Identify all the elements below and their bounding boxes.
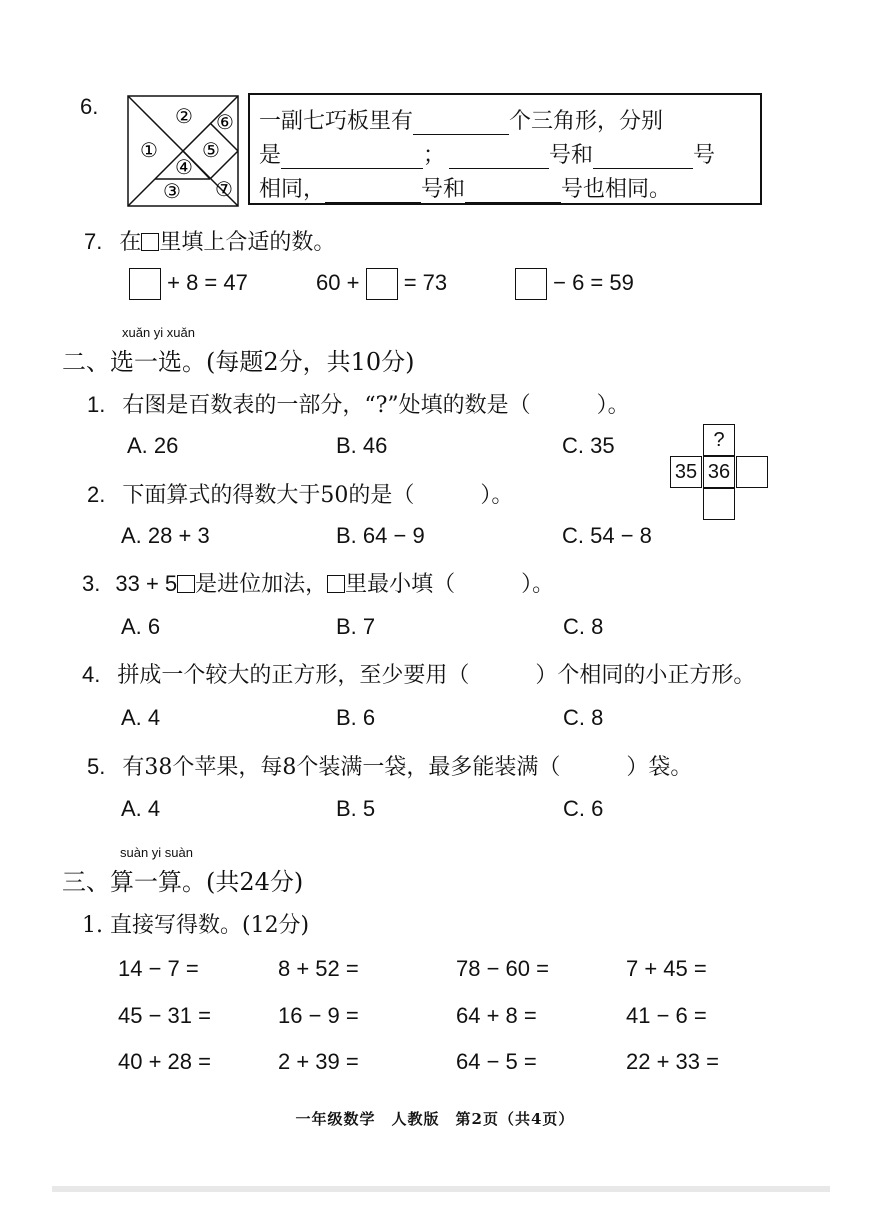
section3-sub1: 1. 直接写得数。(12分) — [82, 913, 310, 938]
q6-line-3 — [259, 172, 671, 203]
tangram-label-2: ② — [175, 104, 193, 128]
s2-q1 — [87, 388, 630, 419]
s2-q1-option-a[interactable]: A. 26 — [127, 433, 179, 458]
section2-pinyin: xuǎn yi xuǎn — [122, 325, 195, 340]
q7-prompt-a: 在 — [119, 230, 142, 255]
page-footer: 一年级数学 人教版 第2页（共4页） — [295, 1110, 575, 1128]
calc-r1-c1: 14 − 7 = — [118, 956, 199, 981]
section3-pinyin: suàn yi suàn — [120, 845, 193, 860]
tangram-label-7: ⑦ — [215, 177, 233, 201]
q6-line3-a: 相同， — [259, 177, 326, 202]
calc-r3-c2: 2 + 39 = — [278, 1049, 359, 1074]
answer-box-3[interactable] — [515, 268, 547, 300]
s2-q2-option-a[interactable]: A. 28 + 3 — [121, 523, 210, 548]
q7-prompt — [84, 225, 335, 256]
s2-q4-num: 4. — [82, 662, 101, 687]
calc-r1-c2: 8 + 52 = — [278, 956, 359, 981]
q6-line2-a: 是 — [259, 143, 282, 168]
s2-q2-num: 2. — [87, 482, 106, 507]
small-box-icon — [327, 575, 345, 593]
s2-q2-option-c[interactable]: C. 54 − 8 — [562, 523, 652, 548]
s2-q5-option-c[interactable]: C. 6 — [563, 796, 604, 821]
tangram-label-4: ④ — [175, 155, 193, 179]
s2-q3-text-b: 是进位加法， — [195, 572, 328, 597]
calc-r3-c1: 40 + 28 = — [118, 1049, 211, 1074]
q7-eq-1 — [129, 268, 248, 300]
s2-q5-num: 5. — [87, 754, 106, 779]
grid-cell-below — [703, 488, 735, 520]
answer-box-1[interactable] — [129, 268, 161, 300]
s2-q5 — [87, 750, 692, 781]
grid-cell-35: 35 — [670, 456, 702, 488]
s2-q1-num: 1. — [87, 392, 106, 417]
q6-line2-d: 号 — [693, 143, 716, 168]
tangram-label-1: ① — [140, 138, 158, 162]
s2-q1-text: 右图是百数表的一部分，“?”处填的数是（ ）。 — [122, 393, 630, 418]
blank-5[interactable] — [325, 180, 421, 203]
s2-q4-text: 拼成一个较大的正方形，至少要用（ ）个相同的小正方形。 — [117, 663, 756, 688]
grid-cell-question: ? — [703, 424, 735, 456]
grid-cell-36: 36 — [703, 456, 735, 488]
s2-q4 — [82, 658, 755, 689]
blank-1[interactable] — [413, 112, 509, 135]
q6-line3-c: 号也相同。 — [561, 177, 672, 202]
tangram-figure — [127, 95, 239, 207]
s2-q3-option-b[interactable]: B. 7 — [336, 614, 376, 639]
q6-line3-b: 号和 — [421, 177, 466, 202]
s2-q3-option-a[interactable]: A. 6 — [121, 614, 161, 639]
calc-r2-c3: 64 + 8 = — [456, 1003, 537, 1028]
s2-q3 — [82, 567, 554, 598]
q7-eq-2 — [316, 268, 447, 300]
answer-box-2[interactable] — [366, 268, 398, 300]
tangram-label-3: ③ — [163, 179, 181, 203]
section3-title: 三、算一算。(共24分) — [62, 868, 304, 896]
q7-eq2-a: 60 + — [316, 269, 360, 295]
s2-q2-option-b[interactable]: B. 64 − 9 — [336, 523, 425, 548]
q6-line-2 — [259, 138, 715, 169]
section2-title: 二、选一选。(每题2分，共10分) — [62, 348, 415, 376]
q7-eq1-text: + 8 = 47 — [167, 269, 248, 295]
s2-q4-option-b[interactable]: B. 6 — [336, 705, 376, 730]
s2-q3-text-a: 33 + 5 — [115, 571, 178, 596]
s2-q4-option-a[interactable]: A. 4 — [121, 705, 161, 730]
calc-r2-c4: 41 − 6 = — [626, 1003, 707, 1028]
q7-prompt-b: 里填上合适的数。 — [159, 230, 336, 255]
small-box-icon — [177, 575, 195, 593]
hundred-chart-fragment — [670, 424, 770, 520]
bottom-divider — [52, 1186, 830, 1192]
s2-q1-option-b[interactable]: B. 46 — [336, 433, 388, 458]
q6-line1-b: 个三角形，分别 — [509, 109, 664, 134]
s2-q5-option-b[interactable]: B. 5 — [336, 796, 376, 821]
q6-line2-b: ； — [423, 143, 446, 168]
s2-q1-option-c[interactable]: C. 35 — [562, 433, 615, 458]
calc-r2-c1: 45 − 31 = — [118, 1003, 211, 1028]
calc-r1-c4: 7 + 45 = — [626, 956, 707, 981]
calc-r3-c3: 64 − 5 = — [456, 1049, 537, 1074]
blank-3[interactable] — [449, 146, 549, 169]
q6-line-1 — [259, 104, 663, 135]
s2-q5-option-a[interactable]: A. 4 — [121, 796, 161, 821]
calc-r3-c4: 22 + 33 = — [626, 1049, 719, 1074]
s2-q3-option-c[interactable]: C. 8 — [563, 614, 604, 639]
tangram-label-6: ⑥ — [216, 110, 234, 134]
s2-q3-text-c: 里最小填（ ）。 — [345, 572, 555, 597]
q7-eq-3 — [515, 268, 634, 300]
blank-6[interactable] — [465, 180, 561, 203]
s2-q2-text: 下面算式的得数大于50的是（ ）。 — [122, 483, 514, 508]
blank-2[interactable] — [281, 146, 423, 169]
q6-line1-a: 一副七巧板里有 — [259, 109, 414, 134]
s2-q5-text: 有38个苹果，每8个装满一袋，最多能装满（ ）袋。 — [122, 755, 693, 780]
calc-r2-c2: 16 − 9 = — [278, 1003, 359, 1028]
blank-4[interactable] — [593, 146, 693, 169]
q7-number: 7. — [84, 229, 103, 254]
grid-cell-right — [736, 456, 768, 488]
s2-q3-num: 3. — [82, 571, 101, 596]
q7-eq2-b: = 73 — [403, 269, 448, 295]
q7-eq3-text: − 6 = 59 — [553, 269, 634, 295]
tangram-label-5: ⑤ — [202, 138, 220, 162]
small-box-icon — [141, 233, 159, 251]
q6-number: 6. — [80, 94, 99, 119]
s2-q2 — [87, 478, 513, 509]
q6-line2-c: 号和 — [549, 143, 594, 168]
calc-r1-c3: 78 − 60 = — [456, 956, 549, 981]
s2-q4-option-c[interactable]: C. 8 — [563, 705, 604, 730]
